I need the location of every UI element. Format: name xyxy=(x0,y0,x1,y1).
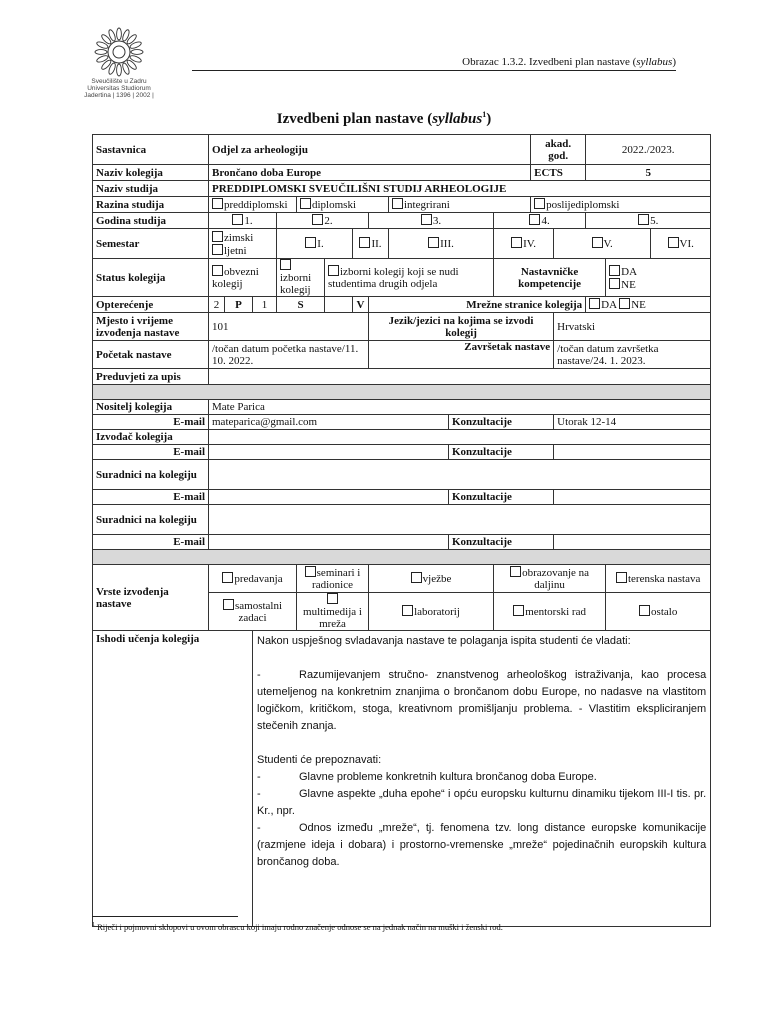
option-semestar-3[interactable]: III. xyxy=(389,229,494,259)
label-semestar: Semestar xyxy=(93,229,209,259)
row-vrste-1 xyxy=(93,565,711,593)
logo-petal xyxy=(96,41,109,50)
row-opterecenje xyxy=(93,297,711,313)
checkbox-icon[interactable] xyxy=(638,214,649,225)
ishodi-intro-2: Studenti će prepoznavati: xyxy=(257,754,382,766)
checkbox-icon[interactable] xyxy=(222,572,233,583)
checkbox-icon[interactable] xyxy=(223,599,234,610)
label-zavrsetak: Završetak nastave xyxy=(369,341,554,369)
checkbox-icon[interactable] xyxy=(609,278,620,289)
label-godina-studija: Godina studija xyxy=(93,213,209,229)
value-izvodac-konzultacije xyxy=(554,445,711,460)
label-nastavnicke-kompetencije: Nastavničke kompetencije xyxy=(494,259,606,297)
label-suradnici: Suradnici na kolegiju xyxy=(93,505,209,535)
label-ects: ECTS xyxy=(531,165,586,181)
value-naziv-kolegija: Brončano doba Europe xyxy=(209,165,531,181)
option-godina-4[interactable]: 4. xyxy=(494,213,586,229)
logo-line-3: Jadertina | 1396 | 2002 | xyxy=(84,92,154,99)
checkbox-icon[interactable] xyxy=(300,198,311,209)
option-godina-1[interactable]: 1. xyxy=(209,213,277,229)
checkbox-icon[interactable] xyxy=(510,566,521,577)
option-semestar-2[interactable]: II. xyxy=(353,229,389,259)
logo-line-1: Sveučilište u Zadru xyxy=(91,78,147,85)
option-godina-3[interactable]: 3. xyxy=(369,213,494,229)
option-seminari[interactable]: seminari i radionice xyxy=(297,565,369,593)
value-suradnici-1 xyxy=(209,460,711,490)
form-label: Obrazac 1.3.2. Izvedbeni plan nastave (syllabus) xyxy=(462,56,676,68)
value-mjesto-vrijeme: 101 xyxy=(209,313,369,341)
checkbox-icon[interactable] xyxy=(619,298,630,309)
option-season[interactable]: zimski ljetni xyxy=(209,229,277,259)
label-mjesto-vrijeme: Mjesto i vrijeme izvođenja nastave xyxy=(93,313,209,341)
option-preddiplomski[interactable]: preddiplomski xyxy=(209,197,297,213)
row-suradnici-1 xyxy=(93,460,711,490)
label-naziv-studija: Naziv studija xyxy=(93,181,209,197)
option-semestar-4[interactable]: IV. xyxy=(494,229,554,259)
label-jezik: Jezik/jezici na kojima se izvodi kolegij xyxy=(369,313,554,341)
logo-petal xyxy=(117,28,122,40)
row-mjesto-jezik xyxy=(93,313,711,341)
label-ishodi-ucenja: Ishodi učenja kolegija xyxy=(93,631,253,927)
label-opterecenje: Opterećenje xyxy=(93,297,209,313)
label-mrezne-stranice: Mrežne stranice kolegija xyxy=(369,297,586,313)
label-suradnici: Suradnici na kolegiju xyxy=(93,460,209,490)
value-naziv-studija: PREDDIPLOMSKI SVEUČILIŠNI STUDIJ ARHEOLOGIJE xyxy=(209,181,711,197)
option-obrazovanje-na-daljinu[interactable]: obrazovanje na daljinu xyxy=(494,565,606,593)
logo-petal xyxy=(108,29,117,42)
value-suradnici-2-konzultacije xyxy=(554,535,711,550)
document-title: Izvedbeni plan nastave (syllabus$^1$) xyxy=(276,110,492,127)
ishodi-item: - Odnos između „mreže“, tj. fenomena tzv. long distance europske komunikacije (razmjene ideja i dobara) i prostorno-vremenske „mreže“ pojedinačnih europskih kultura brončanog doba. xyxy=(257,822,707,868)
option-integrirani[interactable]: integrirani xyxy=(389,197,531,213)
checkbox-icon[interactable] xyxy=(312,214,323,225)
checkbox-icon[interactable] xyxy=(305,566,316,577)
value-preduvjeti xyxy=(209,369,711,385)
checkbox-icon[interactable] xyxy=(668,237,679,248)
checkbox-icon[interactable] xyxy=(592,237,603,248)
value-ects: 5 xyxy=(586,165,711,181)
row-naziv-studija xyxy=(93,181,711,197)
row-pocetak-zavrsetak xyxy=(93,341,711,369)
row-suradnici-2 xyxy=(93,505,711,535)
value-suradnici-1-email xyxy=(209,490,449,505)
checkbox-icon[interactable] xyxy=(609,265,620,276)
checkbox-icon[interactable] xyxy=(411,572,422,583)
checkbox-icon[interactable] xyxy=(280,259,291,270)
checkbox-icon[interactable] xyxy=(232,214,243,225)
row-nositelj xyxy=(93,400,711,415)
ishodi-ucenja-content xyxy=(253,631,711,927)
checkbox-icon[interactable] xyxy=(212,231,223,242)
value-nositelj: Mate Parica xyxy=(209,400,711,415)
option-samostalni-zadaci[interactable]: samostalni zadaci xyxy=(209,593,297,631)
value-izvodac-email xyxy=(209,445,449,460)
label-naziv-kolegija: Naziv kolegija xyxy=(93,165,209,181)
value-zavrsetak: /točan datum završetka nastave/24. 1. 2023. xyxy=(554,341,711,369)
row-suradnici-2-email xyxy=(93,535,711,550)
label-pocetak: Početak nastave xyxy=(93,341,209,369)
value-suradnici-2 xyxy=(209,505,711,535)
label-vrste-izvodenja: Vrste izvođenja nastave xyxy=(93,565,209,631)
row-naziv-kolegija xyxy=(93,165,711,181)
label-akad-god: akad. god. xyxy=(531,135,586,165)
logo-petal xyxy=(129,54,142,63)
label-konzultacije: Konzultacije xyxy=(449,535,554,550)
value-jezik: Hrvatski xyxy=(554,313,711,341)
option-ostalo[interactable]: ostalo xyxy=(606,593,711,631)
value-akad-god: 2022./2023. xyxy=(586,135,711,165)
logo-petal xyxy=(117,64,122,76)
checkbox-icon[interactable] xyxy=(359,237,370,248)
row-nositelj-email xyxy=(93,415,711,430)
logo-petal xyxy=(121,29,130,42)
logo-petal xyxy=(108,62,117,75)
logo-petal xyxy=(131,50,143,55)
footnote: $^1$ Riječi i pojmovni sklopovi u ovom obrascu koji imaju rodno značenje odnose se na jednak način na muški i ženski rod. xyxy=(92,922,503,932)
option-izborni[interactable]: izborni kolegij xyxy=(277,259,325,297)
checkbox-icon[interactable] xyxy=(511,237,522,248)
label-sastavnica: Sastavnica xyxy=(93,135,209,165)
checkbox-icon[interactable] xyxy=(305,237,316,248)
row-izvodac-email xyxy=(93,445,711,460)
option-semestar-1[interactable]: I. xyxy=(277,229,353,259)
checkbox-icon[interactable] xyxy=(212,265,223,276)
logo-line-2: Universitas Studiorum xyxy=(87,85,151,92)
option-laboratorij[interactable]: laboratorij xyxy=(369,593,494,631)
option-izborni-drugi-odjeli[interactable]: izborni kolegij koji se nudi studentima drugih odjela xyxy=(325,259,494,297)
value-nositelj-konzultacije: Utorak 12-14 xyxy=(554,415,711,430)
label-izvodac: Izvođač kolegija xyxy=(93,430,209,445)
checkbox-icon[interactable] xyxy=(402,605,413,616)
label-email: E-mail xyxy=(93,535,209,550)
label-nositelj: Nositelj kolegija xyxy=(93,400,209,415)
value-suradnici-2-email xyxy=(209,535,449,550)
option-terenska-nastava[interactable]: terenska nastava xyxy=(606,565,711,593)
row-preduvjeti xyxy=(93,369,711,385)
option-semestar-5[interactable]: V. xyxy=(554,229,651,259)
value-p-hours: 2 xyxy=(209,297,225,313)
row-semestar xyxy=(93,229,711,259)
value-suradnici-1-konzultacije xyxy=(554,490,711,505)
label-email: E-mail xyxy=(93,490,209,505)
separator-row xyxy=(93,550,711,565)
option-poslijediplomski[interactable]: poslijediplomski xyxy=(531,197,711,213)
ishodi-item: - Glavne probleme konkretnih kultura brončanog doba Europe. xyxy=(257,771,597,783)
value-pocetak: /točan datum početka nastave/11. 10. 2022. xyxy=(209,341,369,369)
value-nositelj-email[interactable]: mateparica@gmail.com xyxy=(209,415,449,430)
label-p: P xyxy=(225,297,253,313)
checkbox-icon[interactable] xyxy=(616,572,627,583)
sunburst-logo-icon xyxy=(86,26,152,78)
option-semestar-6[interactable]: VI. xyxy=(651,229,711,259)
logo-petal xyxy=(126,59,138,71)
label-s: S xyxy=(277,297,325,313)
header-rule xyxy=(192,70,676,71)
option-mentorski-rad[interactable]: mentorski rad xyxy=(494,593,606,631)
row-ishodi-ucenja xyxy=(93,631,711,927)
value-v-hours xyxy=(325,297,353,313)
row-godina-studija xyxy=(93,213,711,229)
checkbox-icon[interactable] xyxy=(392,198,403,209)
logo-petal xyxy=(96,54,109,63)
row-suradnici-1-email xyxy=(93,490,711,505)
label-razina-studija: Razina studija xyxy=(93,197,209,213)
option-kompetencije[interactable]: DA NE xyxy=(606,259,711,297)
label-email: E-mail xyxy=(93,415,209,430)
option-mrezne-stranice[interactable]: DA NE xyxy=(586,297,711,313)
label-v: V xyxy=(353,297,369,313)
option-obvezni[interactable]: obvezni kolegij xyxy=(209,259,277,297)
label-konzultacije: Konzultacije xyxy=(449,445,554,460)
label-email: E-mail xyxy=(93,445,209,460)
label-konzultacije: Konzultacije xyxy=(449,415,554,430)
checkbox-icon[interactable] xyxy=(421,214,432,225)
option-diplomski[interactable]: diplomski xyxy=(297,197,389,213)
row-razina-studija xyxy=(93,197,711,213)
row-status-kolegija xyxy=(93,259,711,297)
syllabus-form-table xyxy=(92,134,711,927)
checkbox-icon[interactable] xyxy=(428,237,439,248)
value-s-hours: 1 xyxy=(253,297,277,313)
logo-petal xyxy=(100,33,112,45)
logo-petal xyxy=(121,62,130,75)
option-godina-5[interactable]: 5. xyxy=(586,213,711,229)
checkbox-icon[interactable] xyxy=(529,214,540,225)
option-predavanja[interactable]: predavanja xyxy=(209,565,297,593)
ishodi-item: - Glavne aspekte „duha epohe“ i opću europsku kulturnu dinamiku tijekom III-I tis. pr. Kr., npr. xyxy=(257,788,707,817)
value-sastavnica: Odjel za arheologiju xyxy=(209,135,531,165)
checkbox-icon[interactable] xyxy=(327,593,338,604)
checkbox-icon[interactable] xyxy=(328,265,339,276)
label-konzultacije: Konzultacije xyxy=(449,490,554,505)
option-multimedija[interactable]: multimedija i mreža xyxy=(297,593,369,631)
value-izvodac xyxy=(209,430,711,445)
label-preduvjeti: Preduvjeti za upis xyxy=(93,369,209,385)
separator-row xyxy=(93,385,711,400)
university-logo xyxy=(80,26,158,99)
label-status-kolegija: Status kolegija xyxy=(93,259,209,297)
footnote-rule xyxy=(92,916,238,917)
option-vjezbe[interactable]: vježbe xyxy=(369,565,494,593)
checkbox-icon[interactable] xyxy=(212,244,223,255)
logo-petal xyxy=(95,50,107,55)
checkbox-icon[interactable] xyxy=(534,198,545,209)
checkbox-icon[interactable] xyxy=(212,198,223,209)
row-sastavnica xyxy=(93,135,711,165)
logo-petal xyxy=(129,41,142,50)
option-godina-2[interactable]: 2. xyxy=(277,213,369,229)
checkbox-icon[interactable] xyxy=(589,298,600,309)
logo-petal xyxy=(100,59,112,71)
checkbox-icon[interactable] xyxy=(513,605,524,616)
ishodi-intro: Nakon uspješnog svladavanja nastave te polaganja ispita studenti će vladati: xyxy=(257,635,631,647)
logo-petal xyxy=(126,33,138,45)
ishodi-paragraph: - Razumijevanjem stručno- znanstvenog arheološkog istraživanja, kao procesa utemeljenog na konkretnim znanjima o brončanom dobu Europe, no nadasve na vlastitom logičkom, kritičkom, stoga, kreativnom promišljanju problema. - Vlastitim ekspliciranjem stečenih znanja. xyxy=(257,669,707,732)
row-izvodac xyxy=(93,430,711,445)
checkbox-icon[interactable] xyxy=(639,605,650,616)
